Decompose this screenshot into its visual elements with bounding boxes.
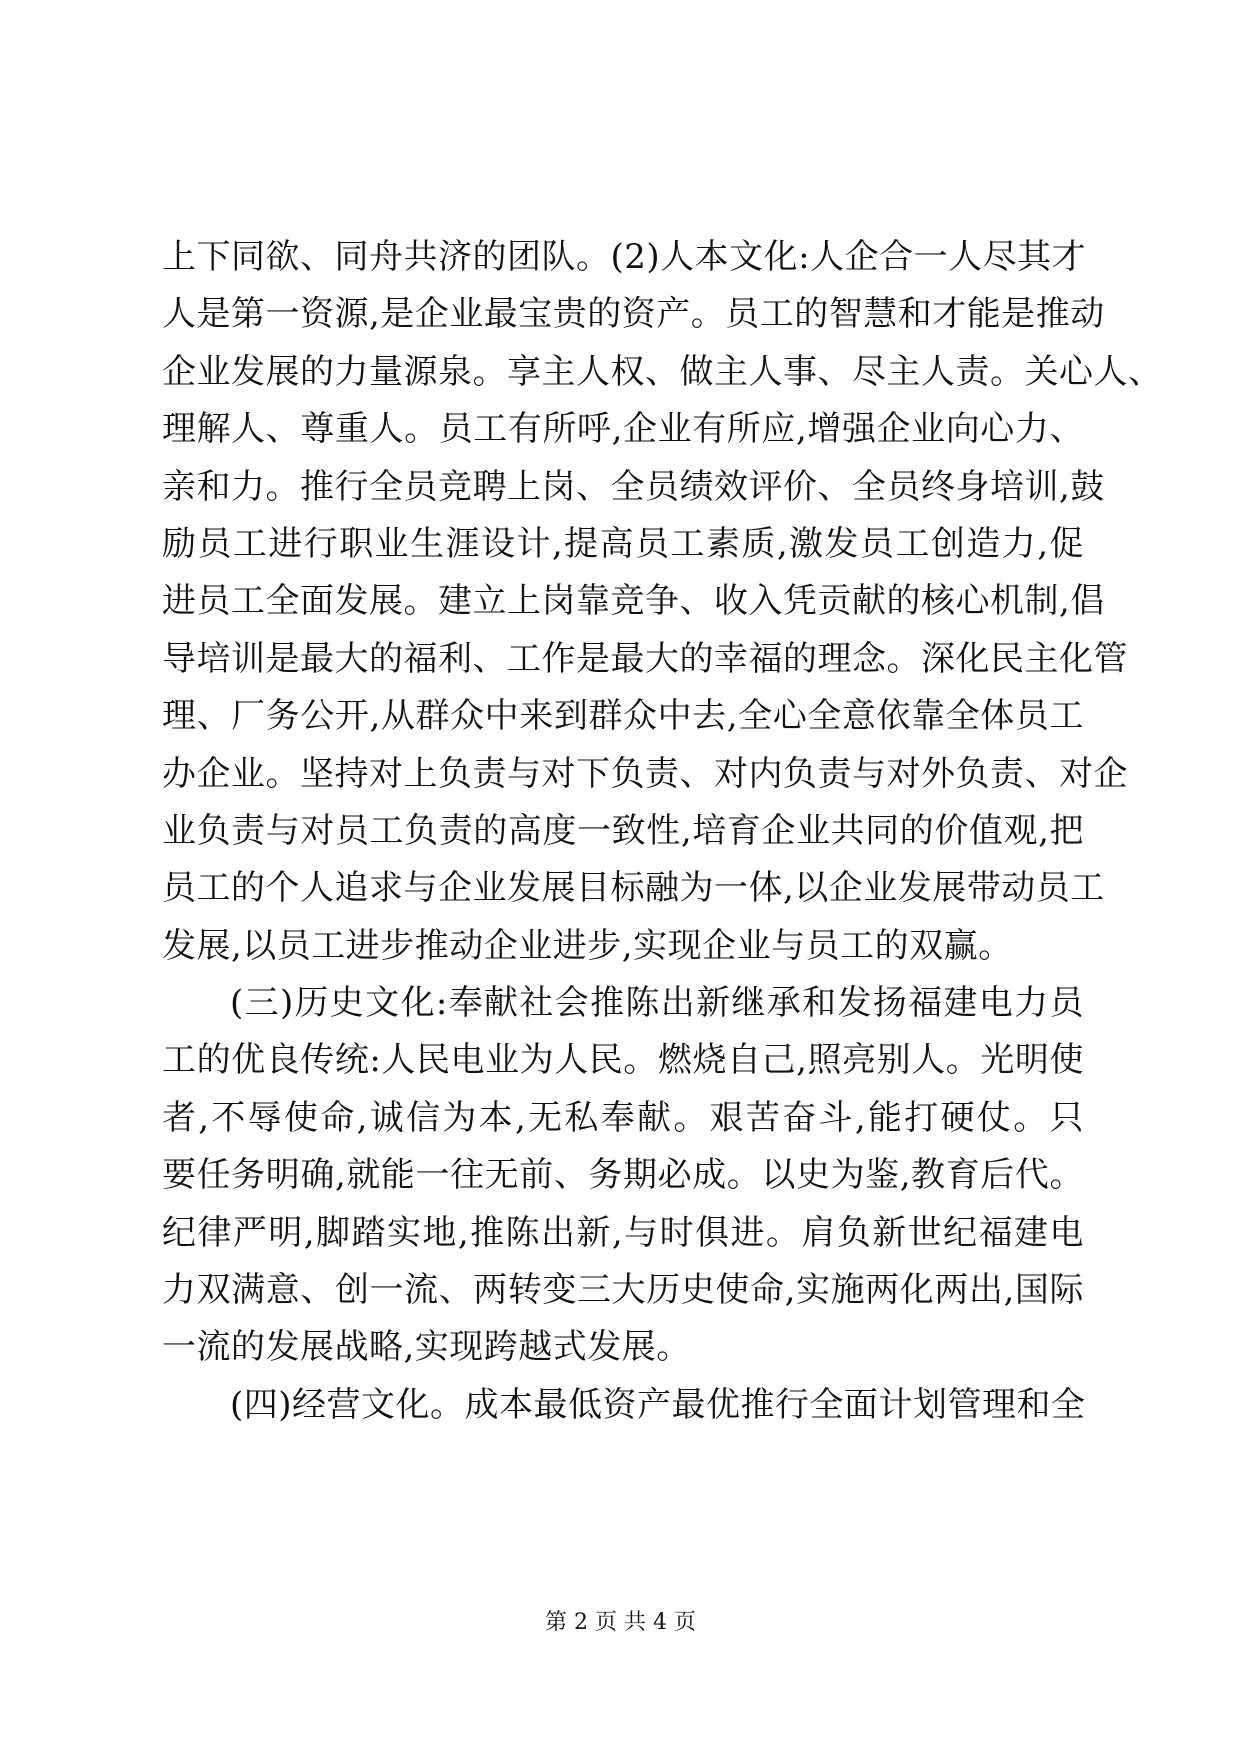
text-line: 理解人、尊重人。员工有所呼,企业有所应,增强企业向心力、 xyxy=(162,409,1084,450)
text-line: 企业发展的力量源泉。享主人权、做主人事、尽主人责。关心人、 xyxy=(162,351,1163,392)
page-number-footer: 第 2 页 共 4 页 xyxy=(545,1610,696,1635)
text-line: 上下同欲、同舟共济的团队。(2)人本文化:人企合一人尽其才 xyxy=(162,237,1087,277)
text-line: 发展,以员工进步推动企业进步,实现企业与员工的双赢。 xyxy=(162,925,1013,966)
text-line: 亲和力。推行全员竞聘上岗、全员绩效评价、全员终身培训,鼓 xyxy=(162,466,1105,507)
text-line: 理、厂务公开,从群众中来到群众中去,全心全意依靠全体员工 xyxy=(162,696,1084,737)
text-line: 业负责与对员工负责的高度一致性,培育企业共同的价值观,把 xyxy=(162,810,1084,851)
text-line: 工的优良传统:人民电业为人民。燃烧自己,照亮别人。光明使 xyxy=(162,1040,1084,1081)
text-line: 进员工全面发展。建立上岗靠竞争、收入凭贡献的核心机制,倡 xyxy=(162,581,1105,622)
text-line: 者,不辱使命,诚信为本,无私奉献。艰苦奋斗,能打硬仗。只 xyxy=(162,1097,1084,1138)
text-line: 导培训是最大的福利、工作是最大的幸福的理念。深化民主化管 xyxy=(162,638,1128,679)
text-line: 办企业。坚持对上负责与对下负责、对内负责与对外负责、对企 xyxy=(162,753,1128,794)
text-line: 员工的个人追求与企业发展目标融为一体,以企业发展带动员工 xyxy=(162,868,1105,909)
text-line: 人是第一资源,是企业最宝贵的资产。员工的智慧和才能是推动 xyxy=(162,294,1105,335)
text-line: 纪律严明,脚踏实地,推陈出新,与时俱进。肩负新世纪福建电 xyxy=(162,1212,1084,1253)
text-line: 力双满意、创一流、两转变三大历史使命,实施两化两出,国际 xyxy=(162,1270,1084,1311)
body-text xyxy=(162,229,1163,1434)
section-heading-line: (四)经营文化。成本最低资产最优推行全面计划管理和全 xyxy=(230,1384,1086,1425)
text-line: 要任务明确,就能一往无前、务期必成。以史为鉴,教育后代。 xyxy=(162,1155,1084,1196)
text-line: 一流的发展战略,实现跨越式发展。 xyxy=(162,1327,691,1368)
section-heading-line: (三)历史文化:奉献社会推陈出新继承和发扬福建电力员 xyxy=(230,983,1084,1024)
text-line: 励员工进行职业生涯设计,提高员工素质,激发员工创造力,促 xyxy=(162,523,1084,564)
